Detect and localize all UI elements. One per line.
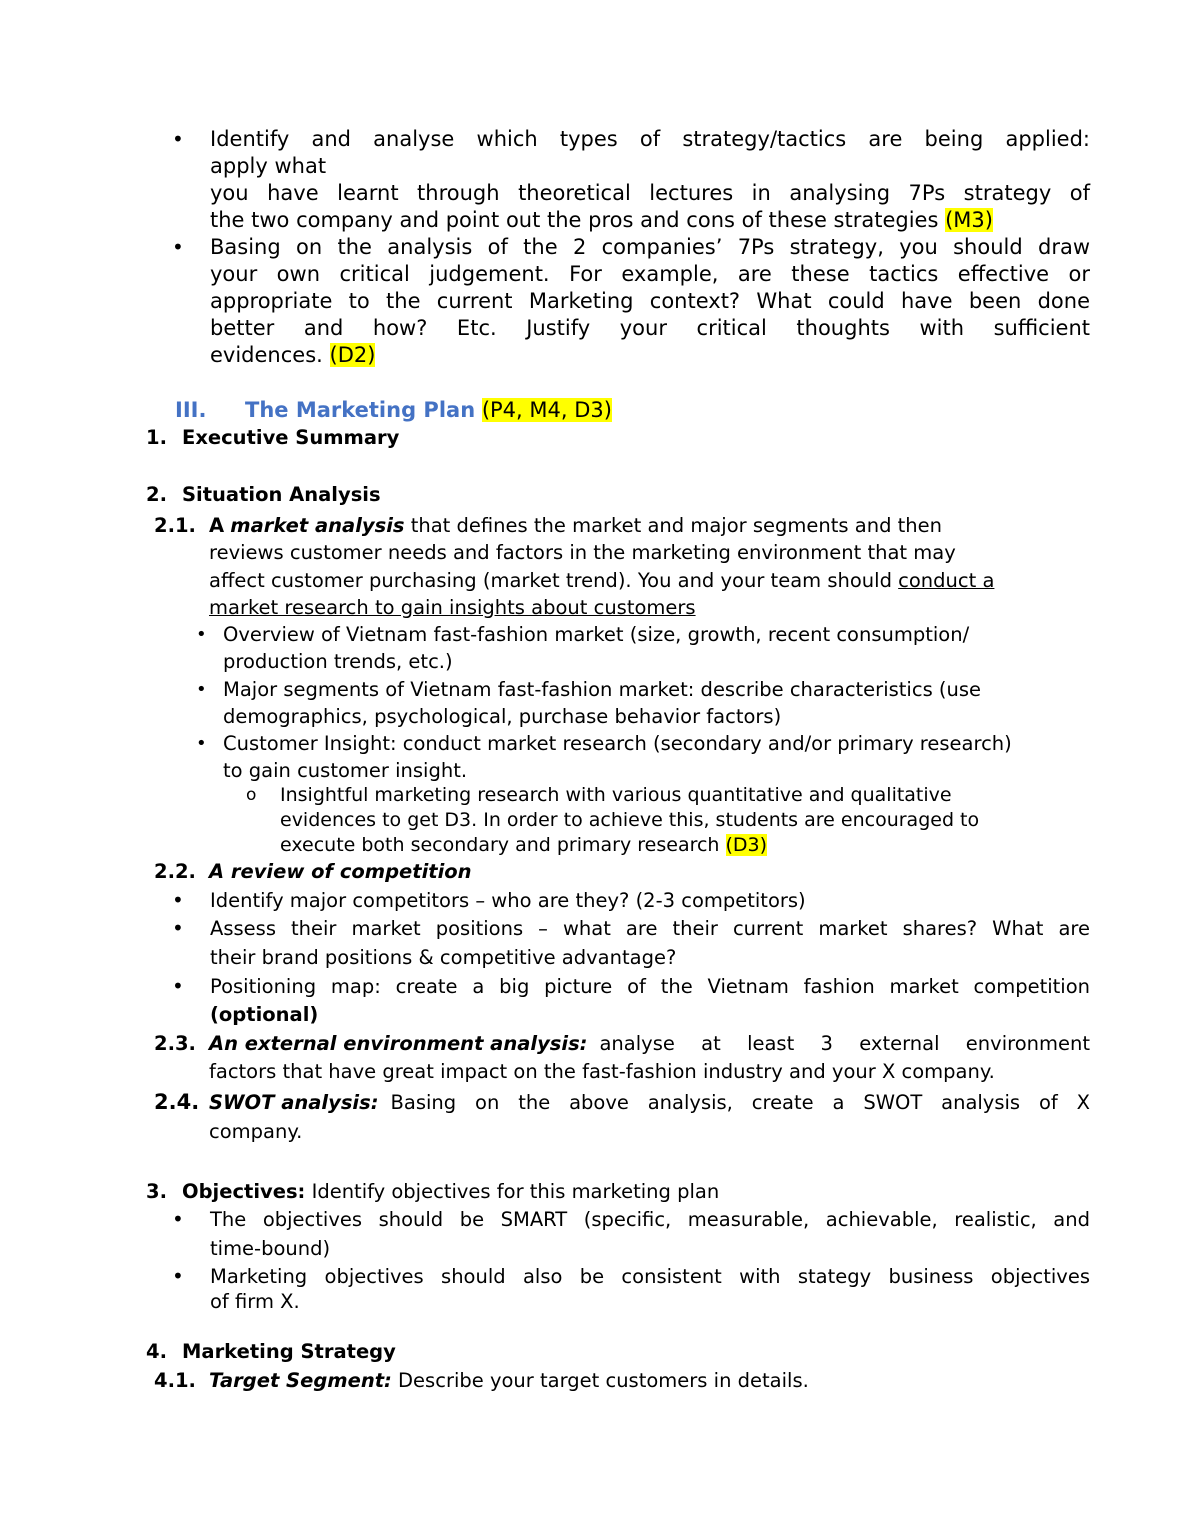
market-research-emphasis-start: conduct a <box>898 569 995 592</box>
bullet-segments-line2: demographics, psychological, purchase behavior factors) <box>223 705 782 728</box>
bullet-judgement-line5 <box>210 342 375 369</box>
swot-line2: company. <box>209 1120 303 1143</box>
objectives-heading-line <box>182 1178 719 1205</box>
criterion-tag-d3: (D3) <box>725 834 768 856</box>
bullet-7ps-line1: Identify and analyse which types of strategy/tactics are being applied: <box>210 127 1090 151</box>
bullet-competitors: Identify major competitors – who are they? (2-3 competitors) <box>210 889 806 912</box>
bullet-7ps-line4-text: the two company and point out the pros and cons of these strategies <box>210 208 939 232</box>
bullet-segments-line1: Major segments of Vietnam fast-fashion market: describe characteristics (use <box>223 678 982 701</box>
criterion-tag-p4-m4-d3: (P4, M4, D3) <box>481 398 612 422</box>
subheading-4-1-num: 4.1. <box>154 1369 196 1392</box>
bullet-7ps-line3: you have learnt through theoretical lectures in analysing 7Ps strategy of <box>210 181 1090 205</box>
bullet-judgement-line2: your own critical judgement. For example, are these tactics effective or <box>210 262 1090 286</box>
bullet-dot: • <box>172 974 184 998</box>
bullet-7ps-line2: apply what <box>210 154 327 178</box>
heading-2-num: 2. <box>146 483 167 506</box>
bullet-consistency-line1: Marketing objectives should also be consistent with stategy business objectives <box>210 1265 1090 1288</box>
heading-marketing-strategy: Marketing Strategy <box>182 1340 396 1363</box>
optional-label: (optional) <box>210 1003 319 1026</box>
competition-review-title: A review of competition <box>209 860 472 883</box>
article-a: A <box>209 514 225 537</box>
subheading-2-4-num: 2.4. <box>154 1090 200 1114</box>
criterion-tag-m3: (M3) <box>945 208 993 232</box>
heading-situation-analysis: Situation Analysis <box>182 483 381 506</box>
bullet-market-overview-line2: production trends, etc.) <box>223 650 453 673</box>
external-environment-line1-text: analyse at least 3 external environment <box>599 1032 1090 1055</box>
bullet-dot: • <box>196 679 207 700</box>
bullet-positioning-map-line1: Positioning map: create a big picture of the Vietnam fashion market competition <box>210 975 1090 998</box>
bullet-consistency-line2: of firm X. <box>210 1290 300 1313</box>
subheading-2-3-num: 2.3. <box>154 1032 196 1055</box>
part-3-title-line <box>245 397 612 424</box>
bullet-market-positions-line2: their brand positions & competitive advantage? <box>210 946 677 969</box>
bullet-dot: • <box>172 888 184 912</box>
heading-3-num: 3. <box>146 1180 167 1203</box>
heading-4-num: 4. <box>146 1340 167 1363</box>
bullet-dot: • <box>172 127 184 151</box>
market-analysis-line1-text: that defines the market and major segments and then <box>410 514 943 537</box>
market-analysis-line1 <box>209 512 942 539</box>
bullet-smart-line2: time-bound) <box>210 1237 331 1260</box>
part-3-heading <box>175 397 206 424</box>
part-3-numeral: III. <box>175 398 207 422</box>
bullet-judgement-line3: appropriate to the current Marketing context? What could have been done <box>210 289 1090 313</box>
swot-line1 <box>209 1089 1090 1116</box>
market-research-emphasis: market research to gain insights about customers <box>209 596 696 619</box>
target-segment-text: Describe your target customers in details. <box>398 1369 809 1392</box>
target-segment-term: Target Segment: <box>209 1369 392 1392</box>
subheading-2-1-num: 2.1. <box>154 514 196 537</box>
sub-bullet-marker: o <box>246 785 257 805</box>
bullet-judgement-line1: Basing on the analysis of the 2 companies’ 7Ps strategy, you should draw <box>210 235 1090 259</box>
bullet-7ps-line4 <box>210 207 993 234</box>
heading-1-num: 1. <box>146 426 167 449</box>
swot-term: SWOT analysis: <box>209 1091 379 1114</box>
subheading-2-2-num: 2.2. <box>154 860 196 883</box>
market-analysis-line2: reviews customer needs and factors in the marketing environment that may <box>209 541 956 564</box>
market-analysis-line3 <box>209 567 994 594</box>
bullet-judgement-line4: better and how? Etc. Justify your critical thoughts with sufficient <box>210 316 1090 340</box>
external-environment-term: An external environment analysis: <box>209 1032 588 1055</box>
bullet-market-overview-line1: Overview of Vietnam fast-fashion market (size, growth, recent consumption/ <box>223 623 970 646</box>
bullet-dot: • <box>172 1207 184 1231</box>
bullet-dot: • <box>172 916 184 940</box>
bullet-judgement-line5-text: evidences. <box>210 343 323 367</box>
heading-objectives: Objectives: <box>182 1180 306 1203</box>
external-environment-line2: factors that have great impact on the fast-fashion industry and your X company. <box>209 1060 995 1083</box>
swot-line1-text: Basing on the above analysis, create a SWOT analysis of X <box>390 1091 1090 1114</box>
bullet-smart-line1: The objectives should be SMART (specific, measurable, achievable, realistic, and <box>210 1208 1090 1231</box>
objectives-intro: Identify objectives for this marketing plan <box>311 1180 720 1203</box>
sub-bullet-research-line3-text: execute both secondary and primary research <box>280 834 720 856</box>
sub-bullet-research-line1: Insightful marketing research with various quantitative and qualitative <box>280 784 952 806</box>
market-analysis-term: market analysis <box>230 514 405 537</box>
part-3-title: The Marketing Plan <box>245 398 476 422</box>
bullet-dot: • <box>172 235 184 259</box>
sub-bullet-research-line3 <box>280 833 767 858</box>
bullet-customer-insight-line2: to gain customer insight. <box>223 759 468 782</box>
heading-executive-summary: Executive Summary <box>182 426 400 449</box>
bullet-dot: • <box>196 733 207 754</box>
target-segment-line <box>209 1367 809 1394</box>
bullet-dot: • <box>196 624 207 645</box>
external-environment-line1 <box>209 1030 1090 1057</box>
bullet-customer-insight-line1: Customer Insight: conduct market research (secondary and/or primary research) <box>223 732 1012 755</box>
criterion-tag-d2: (D2) <box>329 343 376 367</box>
market-analysis-line3-text: affect customer purchasing (market trend). You and your team should <box>209 569 892 592</box>
sub-bullet-research-line2: evidences to get D3. In order to achieve this, students are encouraged to <box>280 809 980 831</box>
bullet-dot: • <box>172 1264 184 1288</box>
bullet-market-positions-line1: Assess their market positions – what are their current market shares? What are <box>210 917 1090 940</box>
